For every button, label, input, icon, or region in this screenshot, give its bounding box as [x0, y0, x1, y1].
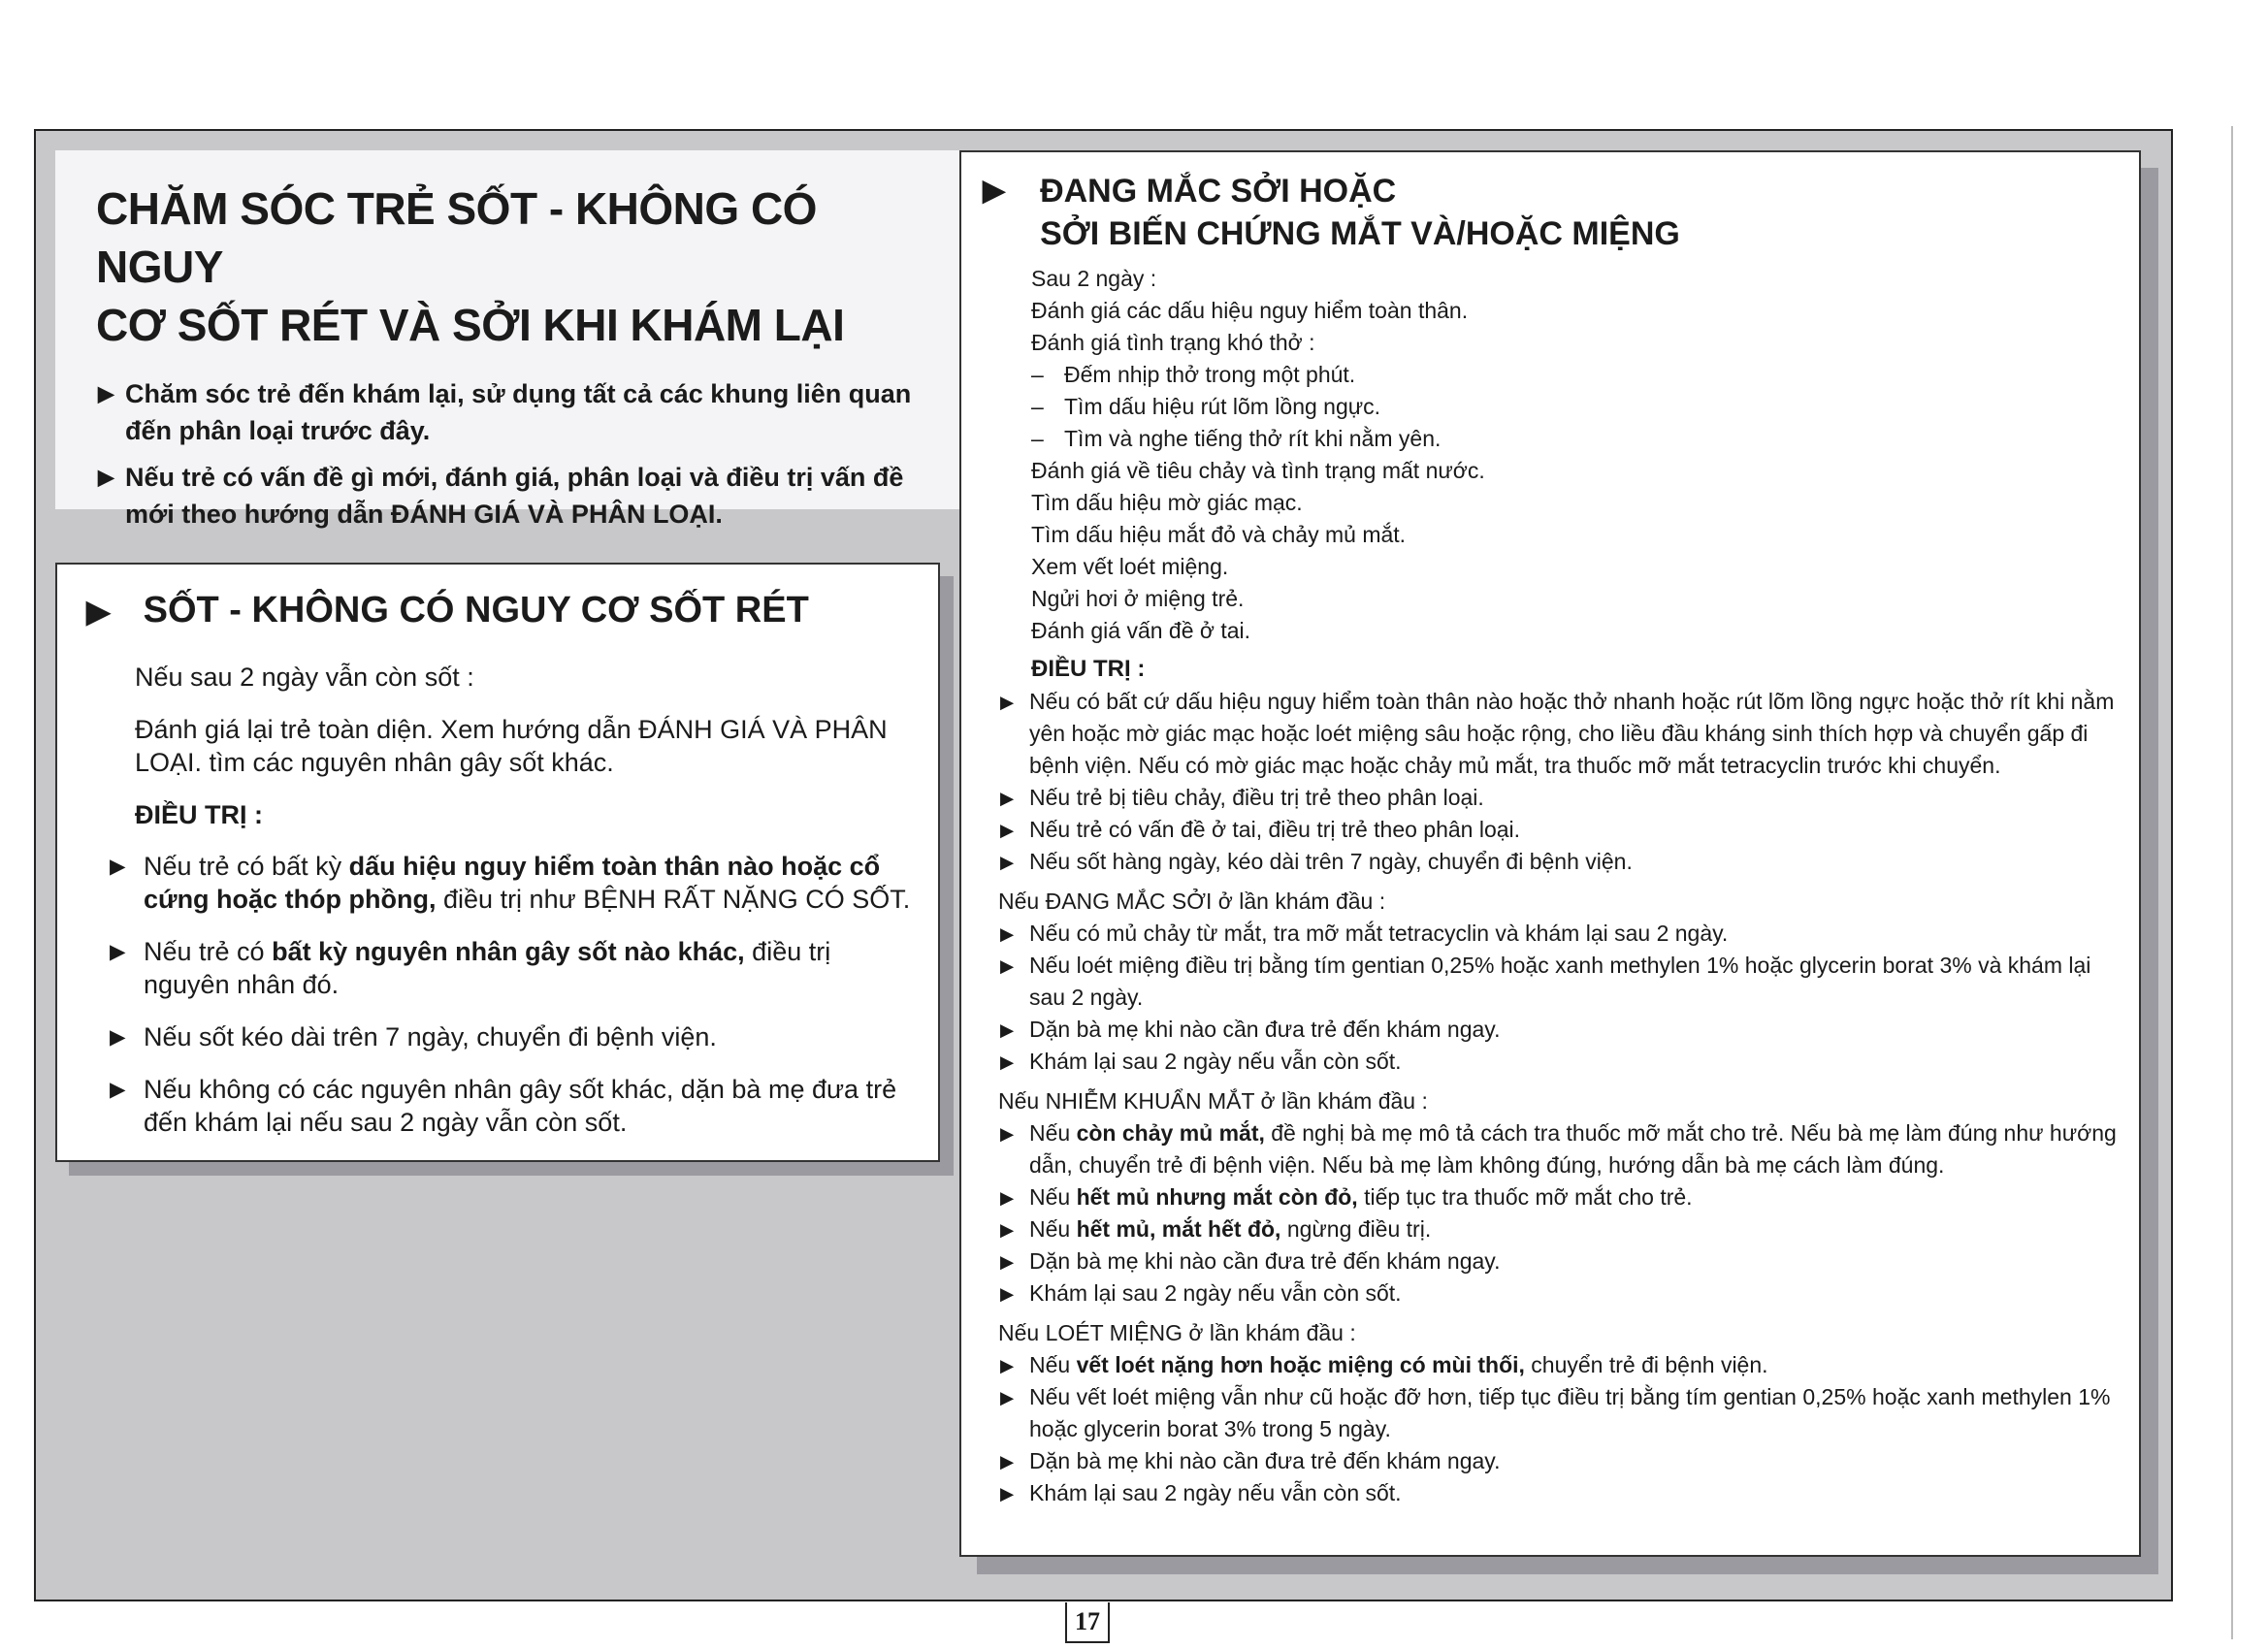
after-days-text: Sau 2 ngày : — [1031, 266, 1157, 291]
eye-infection-list — [998, 1117, 2122, 1310]
bullet-triangle-icon: ▶ — [110, 1024, 126, 1049]
treatment-list — [998, 686, 2122, 878]
reassess-text: Đánh giá lại trẻ toàn diện. Xem hướng dẫn ĐÁNH GIÁ VÀ PHÂN LOẠI. tìm các nguyên nhân gây sốt khác. — [135, 715, 888, 777]
dash-item: – Tìm dấu hiệu rút lõm lồng ngực. — [1031, 394, 1381, 419]
bullet-triangle-icon: ▶ — [110, 854, 126, 878]
bullet-triangle-icon: ▶ — [1000, 1251, 1015, 1272]
assess-line: Tìm dấu hiệu mắt đỏ và chảy mủ mắt. — [1031, 522, 1407, 547]
list-item: ▶ Nếu có mủ chảy từ mắt, tra mỡ mắt tetracyclin và khám lại sau 2 ngày. — [998, 918, 2122, 950]
list-item: ▶ Khám lại sau 2 ngày nếu vẫn còn sốt. — [998, 1477, 2122, 1509]
bullet-triangle-icon: ▶ — [1000, 1355, 1015, 1375]
assess-line: Ngửi hơi ở miệng trẻ. — [1031, 586, 1245, 611]
title-box — [55, 150, 967, 529]
assess-line: Đánh giá tình trạng khó thở : — [1031, 330, 1315, 355]
list-item: ▶ Nếu trẻ bị tiêu chảy, điều trị trẻ theo phân loại. — [998, 782, 2122, 814]
bullet-triangle-icon: ▶ — [1000, 820, 1015, 840]
heading-arrow-icon: ▶ — [983, 175, 1006, 207]
intro-text: Nếu sau 2 ngày vẫn còn sốt : — [135, 663, 474, 692]
treatment-label: ĐIỀU TRỊ : — [135, 800, 263, 829]
bullet-triangle-icon: ▶ — [1000, 1123, 1015, 1144]
bullet-triangle-icon: ▶ — [98, 381, 114, 405]
subsection-heading: Nếu LOÉT MIỆNG ở lần khám đầu : — [998, 1320, 1356, 1345]
bullet-triangle-icon: ▶ — [1000, 1387, 1015, 1407]
bullet-triangle-icon: ▶ — [1000, 692, 1015, 712]
page-frame — [34, 129, 2173, 1601]
list-item: ▶ Dặn bà mẹ khi nào cần đưa trẻ đến khám ngay. — [998, 1014, 2122, 1046]
list-item: ▶ Nếu không có các nguyên nhân gây sốt khác, dặn bà mẹ đưa trẻ đến khám lại nếu sau 2 ngày vẫn còn sốt. — [110, 1075, 897, 1137]
list-item: ▶ Chăm sóc trẻ đến khám lại, sử dụng tất cả các khung liên quan đến phân loại trước đây. — [96, 375, 940, 449]
list-item: ▶ Nếu sốt hàng ngày, kéo dài trên 7 ngày, chuyển đi bệnh viện. — [998, 846, 2122, 878]
list-item: ▶ Nếu trẻ có vấn đề ở tai, điều trị trẻ theo phân loại. — [998, 814, 2122, 846]
section-heading: ▶ SỐT - KHÔNG CÓ NGUY CƠ SỐT RÉT — [86, 590, 809, 630]
assess-line: Đánh giá về tiêu chảy và tình trạng mất nước. — [1031, 458, 1485, 483]
dash-item: – Tìm và nghe tiếng thở rít khi nằm yên. — [1031, 426, 1442, 451]
bullet-triangle-icon: ▶ — [110, 1077, 126, 1101]
bullet-triangle-icon: ▶ — [98, 465, 114, 489]
bullet-triangle-icon: ▶ — [1000, 1451, 1015, 1471]
heading-arrow-icon: ▶ — [86, 593, 111, 629]
bullet-triangle-icon: ▶ — [1000, 852, 1015, 872]
list-item: ▶ Nếu sốt kéo dài trên 7 ngày, chuyển đi bệnh viện. — [110, 1022, 717, 1051]
list-item: ▶ Nếu có bất cứ dấu hiệu nguy hiểm toàn thân nào hoặc thở nhanh hoặc rút lõm lồng ngực hoặc thở rít khi nằm yên hoặc mờ giác mạc hoặc loét miệng sâu hoặc rộng, cho liều đầu kháng sinh thích hợp và chuyển gấp đi bệnh viện. Nếu có mờ giác mạc hoặc chảy mủ mắt, tra thuốc mỡ mắt tetracyclin trước khi chuyển. — [998, 686, 2122, 782]
bullet-triangle-icon: ▶ — [1000, 1019, 1015, 1040]
page-title — [96, 179, 940, 354]
page-number: 17 — [1065, 1602, 1110, 1643]
list-item: ▶ Nếu vết loét nặng hơn hoặc miệng có mùi thối, chuyển trẻ đi bệnh viện. — [998, 1349, 2122, 1381]
list-item: ▶ Khám lại sau 2 ngày nếu vẫn còn sốt. — [998, 1046, 2122, 1078]
assess-line: Đánh giá vấn đề ở tai. — [1031, 618, 1251, 643]
mouth-ulcer-list — [998, 1349, 2122, 1509]
section-heading — [983, 170, 2122, 255]
list-item: ▶ Nếu hết mủ, mắt hết đỏ, ngừng điều trị. — [998, 1213, 2122, 1245]
bullet-triangle-icon: ▶ — [110, 939, 126, 963]
heading-line-2: SỞI BIẾN CHỨNG MẮT VÀ/HOẶC MIỆNG — [1040, 215, 1680, 252]
scan-edge-line — [2231, 126, 2233, 1639]
assess-line: Đánh giá các dấu hiệu nguy hiểm toàn thân. — [1031, 298, 1469, 323]
treatment-label: ĐIỀU TRỊ : — [1031, 656, 1146, 682]
title-line-1: CHĂM SÓC TRẺ SỐT - KHÔNG CÓ NGUY — [96, 183, 817, 292]
title-line-2: CƠ SỐT RÉT VÀ SỞI KHI KHÁM LẠI — [96, 300, 845, 350]
bullet-triangle-icon: ▶ — [1000, 1219, 1015, 1240]
list-item: ▶ Dặn bà mẹ khi nào cần đưa trẻ đến khám ngay. — [998, 1445, 2122, 1477]
list-item: ▶ Dặn bà mẹ khi nào cần đưa trẻ đến khám ngay. — [998, 1245, 2122, 1277]
list-item: ▶ Nếu còn chảy mủ mắt, đề nghị bà mẹ mô tả cách tra thuốc mỡ mắt cho trẻ. Nếu bà mẹ làm đúng như hướng dẫn, chuyển trẻ đi bệnh viện. Nếu bà mẹ làm không đúng, hướng dẫn bà mẹ cách làm đúng. — [998, 1117, 2122, 1181]
bullet-triangle-icon: ▶ — [1000, 923, 1015, 944]
bullet-triangle-icon: ▶ — [1000, 955, 1015, 976]
subsection-heading: Nếu ĐANG MẮC SỞI ở lần khám đầu : — [998, 889, 1386, 914]
measles-box — [959, 150, 2141, 1557]
assess-line: Xem vết loét miệng. — [1031, 554, 1229, 579]
list-item: ▶ Nếu trẻ có vấn đề gì mới, đánh giá, phân loại và điều trị vấn đề mới theo hướng dẫn ĐÁNH GIÁ VÀ PHÂN LOẠI. — [96, 459, 940, 533]
list-item: ▶ Nếu vết loét miệng vẫn như cũ hoặc đỡ hơn, tiếp tục điều trị bằng tím gentian 0,25% hoặc xanh methylen 1% hoặc glycerin borat 3% trong 5 ngày. — [998, 1381, 2122, 1445]
assess-line: Tìm dấu hiệu mờ giác mạc. — [1031, 490, 1303, 515]
list-item: ▶ Nếu trẻ có bất kỳ dấu hiệu nguy hiểm toàn thân nào hoặc cổ cứng hoặc thóp phồng, điều trị như BỆNH RẤT NẶNG CÓ SỐT. — [110, 852, 911, 914]
list-item: ▶ Nếu hết mủ nhưng mắt còn đỏ, tiếp tục tra thuốc mỡ mắt cho trẻ. — [998, 1181, 2122, 1213]
bullet-triangle-icon: ▶ — [1000, 1483, 1015, 1504]
list-item: ▶ Nếu loét miệng điều trị bằng tím gentian 0,25% hoặc xanh methylen 1% hoặc glycerin borat 3% và khám lại sau 2 ngày. — [998, 950, 2122, 1014]
bullet-triangle-icon: ▶ — [1000, 1187, 1015, 1208]
dash-item: – Đếm nhịp thở trong một phút. — [1031, 362, 1356, 387]
treatment-list — [108, 850, 911, 1139]
title-bullets — [96, 375, 940, 533]
fever-no-malaria-box — [55, 563, 940, 1162]
subsection-heading: Nếu NHIỄM KHUẨN MẮT ở lần khám đầu : — [998, 1088, 1428, 1114]
bullet-triangle-icon: ▶ — [1000, 1051, 1015, 1072]
bullet-triangle-icon: ▶ — [1000, 1283, 1015, 1304]
measles-first-visit-list — [998, 918, 2122, 1078]
list-item: ▶ Khám lại sau 2 ngày nếu vẫn còn sốt. — [998, 1277, 2122, 1310]
bullet-triangle-icon: ▶ — [1000, 788, 1015, 808]
heading-line-1: ĐANG MẮC SỞI HOẶC — [1040, 173, 1397, 210]
list-item: ▶ Nếu trẻ có bất kỳ nguyên nhân gây sốt nào khác, điều trị nguyên nhân đó. — [110, 937, 831, 999]
